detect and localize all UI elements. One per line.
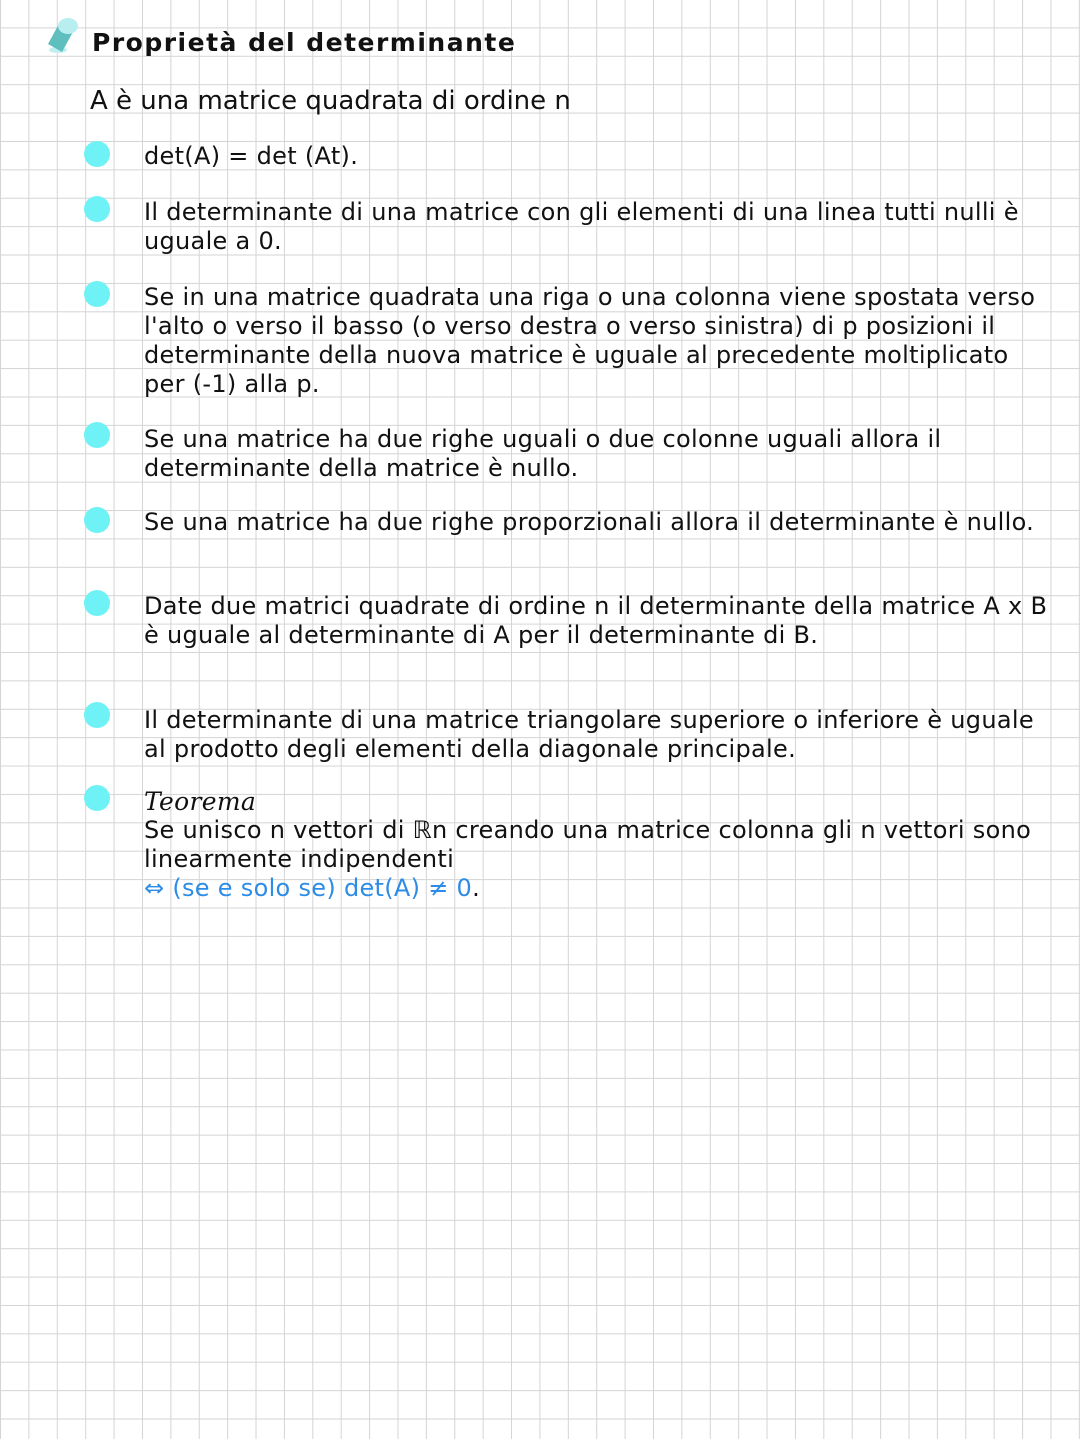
- list-item: Il determinante di una matrice con gli elementi di una linea tutti nulli è uguale a 0.: [144, 198, 1019, 255]
- bullet-icon: [84, 590, 110, 616]
- list-item: Se in una matrice quadrata una riga o una colonna viene spostata verso l'alto o verso il basso (o verso destra o verso sinistra) di p posizioni il determinante della nuova matrice è uguale al precedente moltiplicato per (-1) alla p.: [144, 283, 1036, 398]
- bullet-icon: [84, 507, 110, 533]
- list-item: det(A) = det (At).: [144, 142, 359, 170]
- period: .: [472, 874, 481, 902]
- theorem-body: Se unisco n vettori di ℝn creando una matrice colonna gli n vettori sono linearmente indipendenti: [144, 816, 1032, 873]
- theorem-block: [144, 787, 1054, 903]
- list-item: Date due matrici quadrate di ordine n il determinante della matrice A x B è uguale al determinante di A per il determinante di B.: [144, 592, 1048, 649]
- bullet-icon: [84, 281, 110, 307]
- bullet-icon: [84, 422, 110, 448]
- iff-text: ⇔ (se e solo se): [144, 874, 344, 902]
- bullet-icon: [84, 196, 110, 222]
- intro-text: A è una matrice quadrata di ordine n: [90, 86, 571, 116]
- list-item: Se una matrice ha due righe uguali o due colonne uguali allora il determinante della matrice è nullo.: [144, 425, 942, 482]
- bullet-icon: [84, 702, 110, 728]
- bullet-icon: [84, 141, 110, 167]
- page-title: Proprietà del determinante: [92, 28, 517, 57]
- bullet-icon: [84, 785, 110, 811]
- list-item: Se una matrice ha due righe proporzionali allora il determinante è nullo.: [144, 508, 1035, 536]
- pushpin-icon: [44, 14, 82, 54]
- list-item: Il determinante di una matrice triangolare superiore o inferiore è uguale al prodotto degli elementi della diagonale principale.: [144, 706, 1034, 763]
- determinant-condition: det(A) ≠ 0: [343, 874, 473, 902]
- theorem-heading: Teorema: [144, 787, 257, 816]
- theorem-condition-line: [144, 874, 1054, 903]
